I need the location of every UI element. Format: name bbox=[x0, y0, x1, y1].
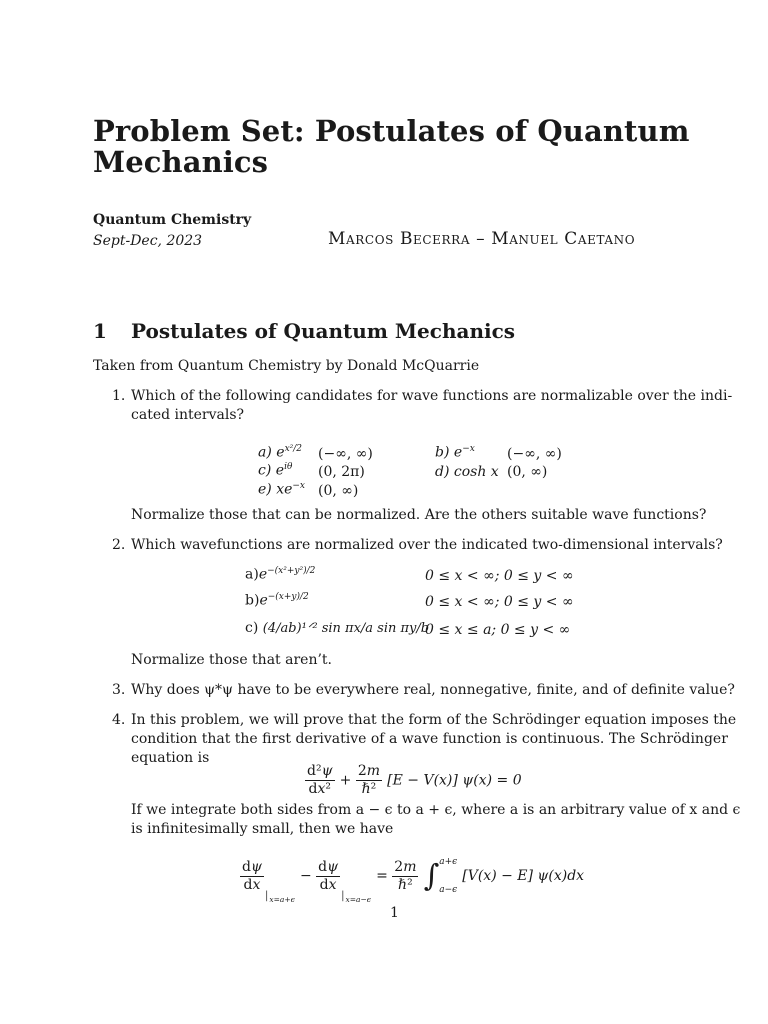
problem-3-number: 3. bbox=[112, 682, 126, 698]
problem-2-footer: Normalize those that aren’t. bbox=[131, 652, 332, 668]
p1-interval-d: (0, ∞) bbox=[507, 464, 548, 480]
p2-item-b: $b)e^{-(x+y)/2}$ bbox=[245, 592, 309, 609]
p2-interval-c: 0 ≤ x ≤ a; 0 ≤ y < ∞ bbox=[425, 622, 571, 638]
problem-2-number: 2. bbox=[112, 537, 126, 553]
problem-1-line-2: cated intervals? bbox=[131, 407, 245, 423]
problem-4-line-5: is infinitesimally small, then we have bbox=[131, 821, 394, 837]
schrodinger-equation: $\frac{\text{d²ψ}}{\text{dx²}}$ + $\frac{2m}{\text{ℏ²}}$ [E − V(x)] ψ(x) = 0 bbox=[307, 763, 522, 797]
p2-interval-b: 0 ≤ x < ∞; 0 ≤ y < ∞ bbox=[425, 594, 574, 610]
problem-4-line-4: If we integrate both sides from a − ϵ to a + ϵ, where a is an arbitrary value of x and ϵ bbox=[131, 802, 741, 818]
problem-4-number: 4. bbox=[112, 712, 126, 728]
p1-item-c: c) $e^{i\theta}$ bbox=[258, 462, 293, 479]
p2-item-c: c) (4/ab)¹ᐟ² sin πx/a sin πy/b bbox=[245, 620, 430, 636]
problem-2-line-1: Which wavefunctions are normalized over the indicated two-dimensional intervals? bbox=[131, 537, 723, 553]
p1-item-e: e) $xe^{-x}$ bbox=[258, 481, 306, 498]
intro-text: Taken from Quantum Chemistry by Donald McQuarrie bbox=[93, 358, 480, 374]
problem-4-line-2: condition that the first derivative of a wave function is continuous. The Schrödinger bbox=[131, 731, 728, 747]
problem-4-line-3: equation is bbox=[131, 750, 210, 766]
eq2-rest: [V(x) − E] ψ(x)dx bbox=[462, 868, 585, 884]
p1-interval-a: (−∞, ∞) bbox=[318, 446, 373, 462]
section-title: Postulates of Quantum Mechanics bbox=[131, 319, 516, 343]
problem-1-line-1: Which of the following candidates for wave functions are normalizable over the indi- bbox=[131, 388, 733, 404]
problem-3-text: Why does ψ*ψ have to be everywhere real, nonnegative, finite, and of definite value? bbox=[131, 682, 735, 698]
section-heading bbox=[93, 319, 515, 343]
p1-item-b: b) $e^{-x}$ bbox=[435, 444, 475, 461]
integral-sign: ∫ bbox=[423, 858, 440, 894]
authors: Marcos Becerra – Manuel Caetano bbox=[328, 229, 636, 249]
p2-item-a: $a)e^{-(x^2+y^2)/2}$ bbox=[245, 566, 316, 583]
p1-interval-b: (−∞, ∞) bbox=[507, 446, 562, 462]
p1-interval-c: (0, 2π) bbox=[318, 464, 365, 480]
p1-item-d: d) cosh x bbox=[435, 464, 499, 480]
p1-item-a: a) $e^{x^2/2}$ bbox=[258, 444, 303, 461]
p1-interval-e: (0, ∞) bbox=[318, 483, 359, 499]
course-name: Quantum Chemistry bbox=[93, 212, 252, 228]
p2-interval-a: 0 ≤ x < ∞; 0 ≤ y < ∞ bbox=[425, 568, 574, 584]
page-number: 1 bbox=[390, 905, 399, 921]
document-title: Problem Set: Postulates of Quantum Mechanics bbox=[93, 114, 690, 179]
problem-1-footer: Normalize those that can be normalized. Are the others suitable wave functions? bbox=[131, 507, 707, 523]
integrated-equation: $\frac{d\psi}{dx}$ $_{│_{x=a+\epsilon}}$ − $\frac{d\psi}{dx}$ $_{│_{x=a-\epsilon}}$ = $\frac{2m}{\text{ℏ²}}$ ∫ a+ϵ a−ϵ [V(x) − E] ψ(x)dx bbox=[242, 857, 585, 904]
date: Sept-Dec, 2023 bbox=[93, 233, 203, 249]
eq1-rest: [E − V(x)] ψ(x) = 0 bbox=[387, 772, 522, 789]
section-number: 1 bbox=[93, 319, 107, 343]
problem-4-line-1: In this problem, we will prove that the form of the Schrödinger equation imposes the bbox=[131, 712, 737, 728]
problem-1-number: 1. bbox=[112, 388, 126, 404]
